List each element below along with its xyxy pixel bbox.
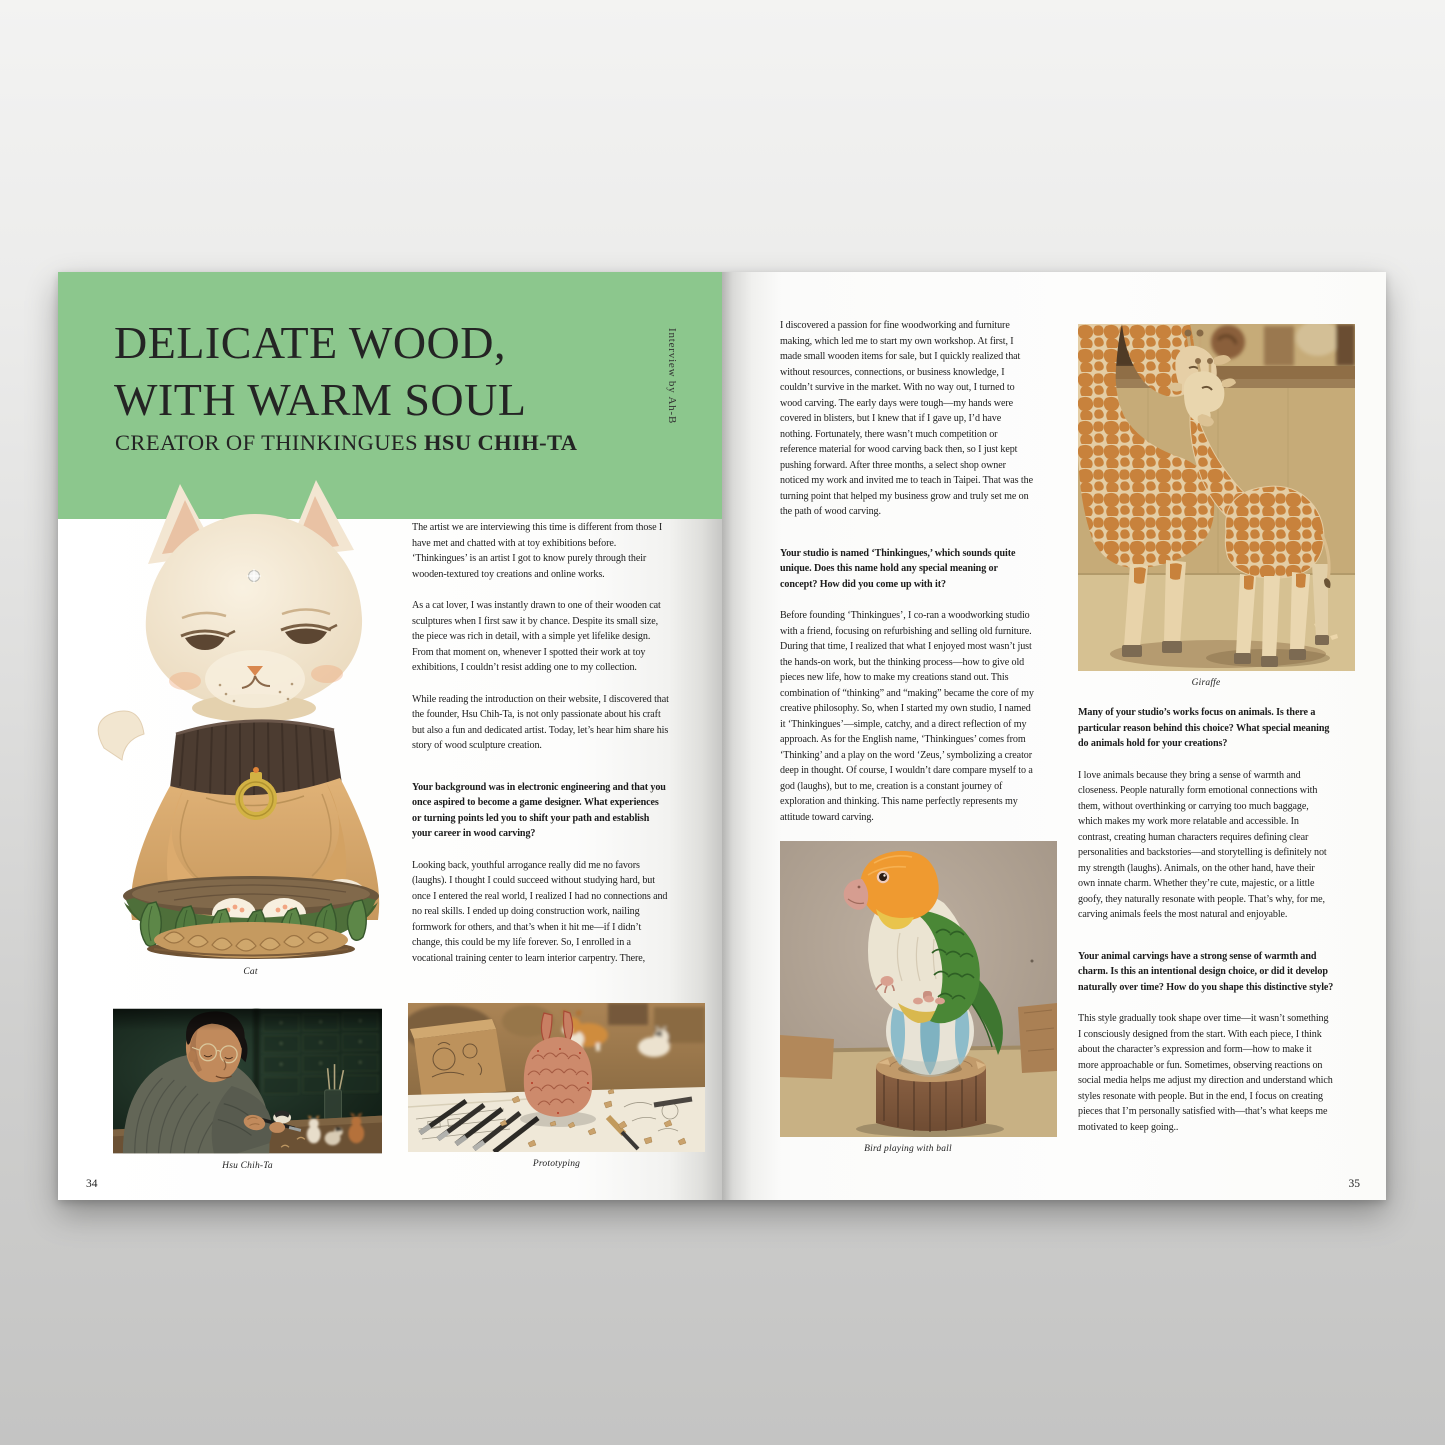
prototyping-caption: Prototyping [532, 1159, 581, 1169]
cat-caption: Cat [243, 967, 258, 977]
cat-sculpture-image [88, 468, 413, 960]
article-subtitle [115, 430, 577, 456]
intro-paragraph: As a cat lover, I was instantly drawn to one of their wooden cat sculptures when I first saw it by chance. Despite its small size, the piece was rich in detail, with a simple yet lifelike design. From that moment on, whenever I spotted their work at toy exhibitions, I couldn’t resist adding one to my collection. [412, 600, 661, 673]
page-number-right: 35 [1348, 1178, 1360, 1190]
intro-paragraph: While reading the introduction on their website, I discovered that the founder, Hsu Chih-Ta, is not only passionate about his craft but also a fun and dedicated artist. Today, let’s hear him share his story of wood sculpture creation. [412, 693, 669, 751]
left-page [58, 272, 722, 1200]
title-line-2: WITH WARM SOUL [114, 374, 527, 425]
intro-paragraph: The artist we are interviewing this time is different from those I have met and chatted with at toy exhibitions before. ‘Thinkingues’ is an artist I got to know purely through their wooden-textured toy creations and online works. [412, 522, 663, 580]
artist-portrait-photo [113, 1008, 382, 1154]
cat-sculpture-figure [88, 468, 413, 978]
giraffe-carving-photo [1078, 324, 1355, 671]
question-animals: Many of your studio’s works focus on animals. Is there a particular reason behind this choice? What special meaning do animals hold for your creations? [1078, 707, 1330, 749]
magazine-spread [58, 272, 1386, 1200]
prototyping-figure [408, 1003, 705, 1170]
bird-caption: Bird playing with ball [864, 1144, 952, 1154]
artist-portrait-figure [113, 1008, 382, 1172]
answer-studio-name: Before founding ‘Thinkingues’, I co-ran a woodworking studio with a friend, focusing on refurbishing and selling old furniture. During that time, I realized that what I enjoyed most wasn’t just the hands-on work, but the thinking process—how to give old pieces new life, how to make my creations stand out. This combination of “thinking” and “making” became the core of my creative philosophy. So, when I started my own studio, I named it ‘Thinkingues’—simple, catchy, and a direct reflection of my approach. As for the English name, ‘Thinkingues’ comes from ‘Thinking’ and a play on the word ‘Zeus,’ symbolizing a creator deep in thought. Of course, I wouldn’t dare compare myself to a god (laughs), but to me, creation is a constant journey of exploration and thinking. This name perfectly represents my attitude toward carving. [780, 610, 1034, 823]
right-column-1 [780, 318, 1036, 1155]
question-style: Your animal carvings have a strong sense of warmth and charm. Is this an intentional design choice, or did it develop naturally over time? How do you shape this distinctive style? [1078, 950, 1334, 993]
answer-animals: I love animals because they bring a sense of warmth and closeness. People naturally form emotional connections with them, without overthinking or carrying too much baggage, which makes my work more relatable and accessible. In contrast, creating human characters requires defining clear personalities and backstories—and storytelling is definitely not my strength (laughs). Animals, on the other hand, have their own innate charm. Whether they’re cute, majestic, or a little goofy, they naturally resonate with people. That’s why, for me, carving animals feels the most natural and enjoyable. [1078, 769, 1327, 920]
giraffe-caption: Giraffe [1191, 678, 1221, 688]
question-background: Your background was in electronic engineering and that you once aspired to become a game designer. What experiences or turning points led you to shift your path and establish your career in wood carving? [412, 781, 666, 839]
bird-figure [780, 841, 1036, 1155]
giraffe-figure [1078, 324, 1334, 689]
left-text-column [412, 520, 670, 982]
answer-style: This style gradually took shape over time—it wasn’t something I consciously designed from the start. With each piece, I think about the character’s expression and form—how to make it more approachable or fun. Sometimes, observing reactions on social media helps me adjust my direction and understand which styles resonate with people. But in the end, I focus on creating pieces that I’m personally satisfied with—that’s what keeps me motivated to keep going.. [1078, 1013, 1333, 1133]
question-studio-name: Your studio is named ‘Thinkingues,’ which sounds quite unique. Does this name hold any special meaning or concept? How did you come up with it? [780, 547, 1016, 590]
prototyping-photo [408, 1003, 705, 1152]
artist-portrait-caption: Hsu Chih-Ta [222, 1161, 273, 1171]
title-line-1: DELICATE WOOD, [114, 317, 506, 368]
right-column-2 [1078, 324, 1334, 1151]
bird-carving-photo [780, 841, 1057, 1137]
answer-background: Looking back, youthful arrogance really did me no favors (laughs). I thought I could succeed without studying hard, but once I entered the real world, I realized I had no connections and no real skills. I ended up doing construction work, nailing formwork for others, and that’s when it hit me—if I didn’t change, this could be my life forever. So, I enrolled in a vocational training center to learn interior carpentry. There, [412, 859, 668, 964]
answer-continued: I discovered a passion for fine woodworking and furniture making, which led me to start my own workshop. At first, I made small wooden items for sale, but I quickly realized that without resources, connections, or business knowledge, I couldn’t survive in the market. With no way out, I turned to wood carving. The early days were tough—my hands were covered in blisters, but I knew that if I gave up, I’d have nothing. Fortunately, there wasn’t much competition or reference material for wood carving back then, so I just kept pushing forward. After three months, a select shop owner noticed my work and invited me to teach in Taipei. That was the turning point that helped my business grow and truly set me on the path of wood carving. [780, 320, 1033, 517]
page-number-left: 34 [86, 1178, 98, 1190]
right-page [722, 272, 1386, 1200]
subtitle-prefix: CREATOR OF THINKINGUES [115, 430, 425, 455]
article-title [114, 314, 526, 428]
interview-byline: Interview by Ah-B [666, 328, 678, 425]
artist-name: HSU CHIH-TA [424, 430, 578, 455]
